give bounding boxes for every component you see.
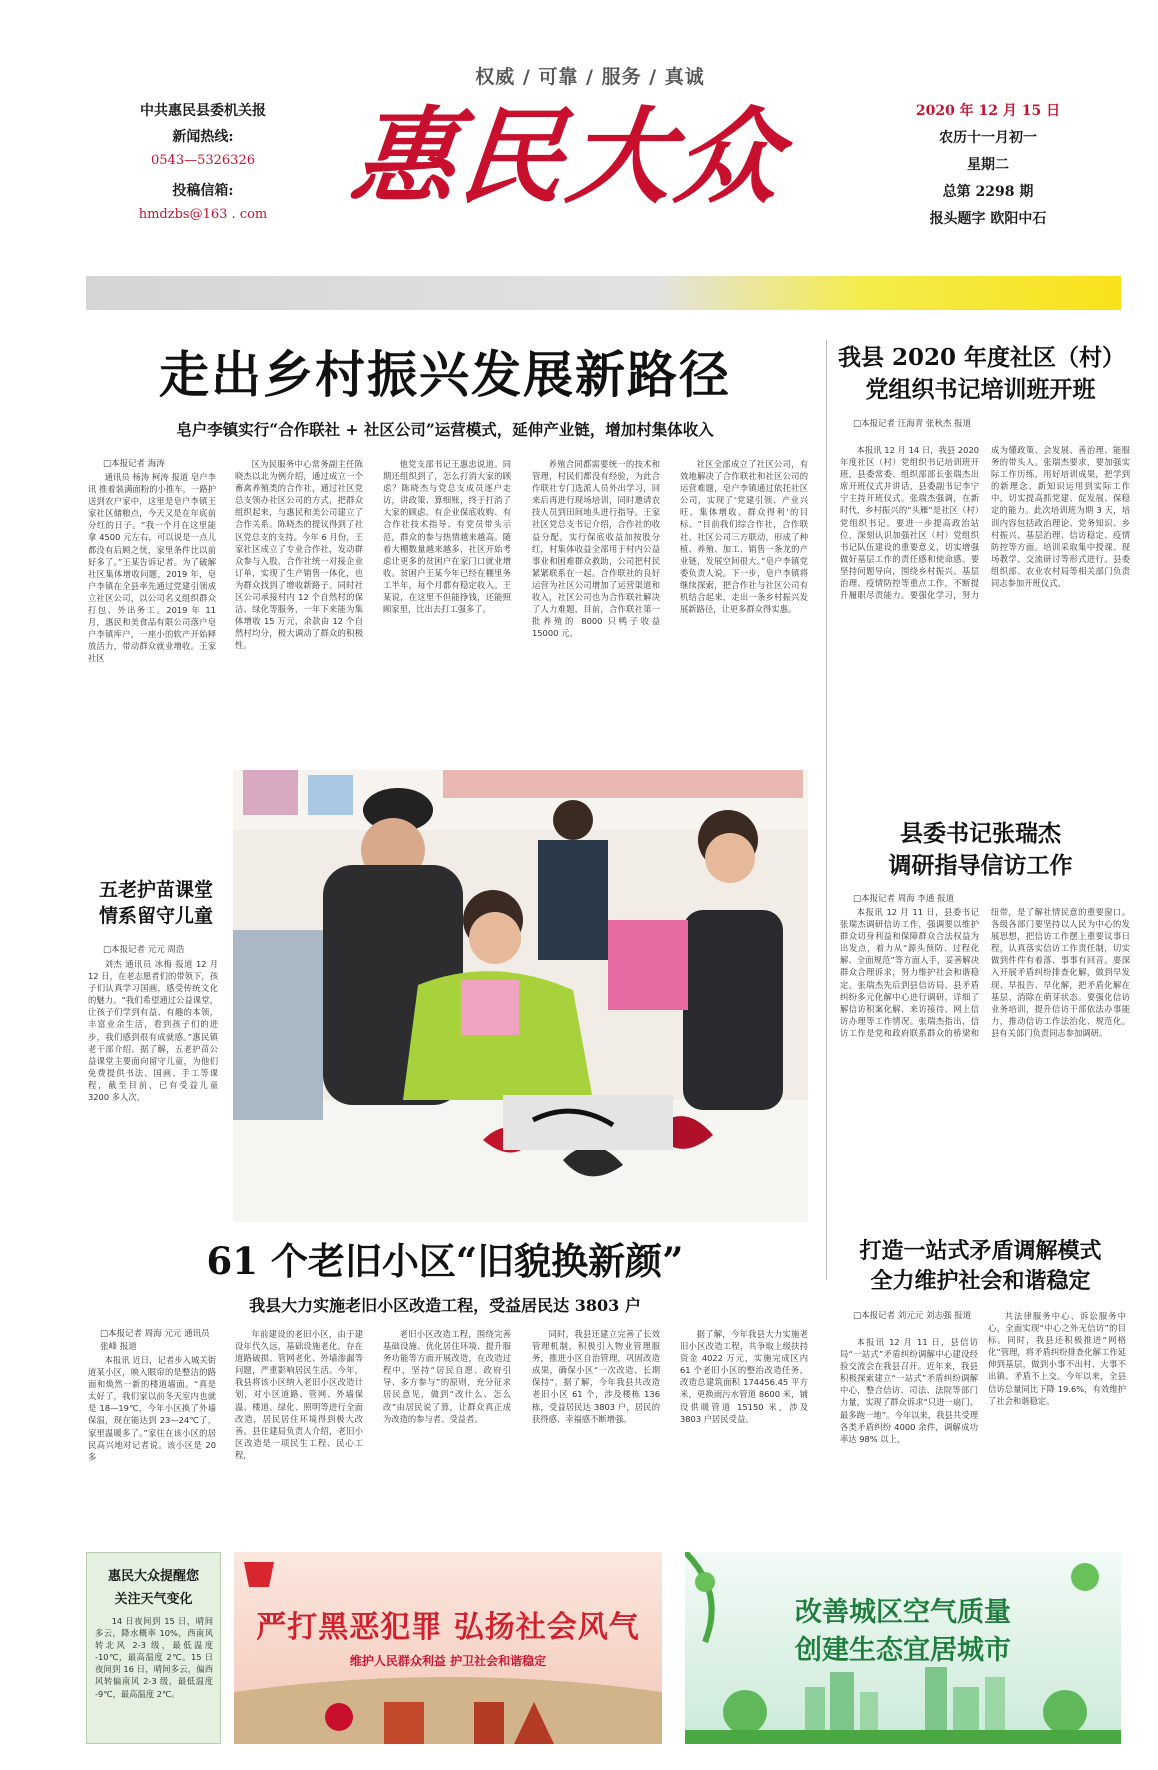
elders-body: 刘杰 通讯员 冰梅 报道 12 月 12 日，在老志愿者们的带领下，孩子们认真学习国画，感受传统文化的魅力。“我们希望通过公益课堂，让孩子们学到有益、有趣的本领，丰富业余生活，看到孩子们的进步，我们感到很有成就感。”惠民镇老干部介绍。据了解，五老护苗公益课堂主要面向留守儿童，为他们免费提供书法、国画、手工等课程，截至目前，已有受益儿童 3200 多人次。 [88, 959, 218, 1103]
renovation-column-2: 年前建设的老旧小区，由于建设年代久远，基础设施老化，存在道路破损、管网老化、外墙渗漏等问题，严重影响居民生活。今年，我县将该小区纳入老旧小区改造计划，对小区道路、管网、外墙保温、楼道、绿化、照明等进行全面改造，居民居住环境得到极大改善。县住建局负责人介绍，老旧小区改造是一项民生工程、民心工程， [235, 1329, 363, 1460]
weather-title-2: 关注天气变化 [114, 1592, 193, 1607]
classroom-photo [233, 770, 808, 1222]
lead-headline: 走出乡村振兴发展新路径 [159, 346, 731, 404]
hotline-number: 0543—5326326 [151, 153, 255, 168]
anti-crime-ad-subline: 维护人民群众利益 护卫社会和谐稳定 [349, 1654, 547, 1668]
title-inscription: 报头题字 欧阳中石 [929, 211, 1047, 227]
anti-crime-ad [234, 1552, 662, 1744]
training-headline-1: 我县 2020 年度社区（村） [838, 344, 1126, 371]
lead-column-1: 通讯员 杨涛 柯涛 报道 皂户李讯 推着装满面粉的小推车，一路护送到农户家中，这里是皂户李镇王家社区储粮点，今天又是在年底前分红的日子。“我一个月在这里能拿 4500 元左右，可以说是一点儿都没有后顾之忧，家里条件比以前好多了。”王某告诉记者。为了破解社区集体增收问题，2019 年，皂户李镇在全县率先通过党建引领成立社区公司，以公司名义组织群众打包、外出务工。2019 年 11 月，惠民和美食品有限公司落户皂户李镇库户，一座小的软产开始释放活力，带动群众就业增收。王家社区 [88, 472, 216, 664]
weather-body: 14 日夜间到 15 日，晴间多云，降水概率 10%，西南风转北风 2-3 级，最低温度 -10℃，最高温度 2℃。15 日夜间到 16 日，晴间多云，偏西风转偏南风 2-3 级，最低温度 -9℃，最高温度 2℃。 [95, 1616, 213, 1699]
renovation-subhead: 我县大力实施老旧小区改造工程，受益居民达 3803 户 [249, 1296, 641, 1315]
mail-address: hmdzbs@163 . com [138, 207, 268, 222]
lead-column-2: 区为民服务中心常务副主任陈晓杰以北为例介绍，通过成立一个畜禽养殖类的合作社，通过社区党总支领办社区公司的方式，把群众组织起来，与惠民和美公司建立了合作关系。陈晓杰的提议得到了社区党总支的支持。今年 6 月份，王家社区成立了专业合作社，发动群众参与入股，合作社统一对接企业订单，实现了生产销售一体化，也为群众找到了增收新路子。同时社区公司承接村内 12 个自然村的保洁、绿化等服务，一年下来能为集体增收 15 万元，余款由 12 个自然村均分，极大调动了群众的积极性。 [235, 459, 363, 651]
inspection-body: 本报讯 12 月 11 日，县委书记张瑞杰调研信访工作，强调要以维护群众切身利益和保障群众合法权益为出发点，着力从“源头预防、过程化解、全面规范”等方面入手，妥善解决群众合理诉求，努力维护社会和谐稳定。张瑞杰先后到县信访局、县矛盾纠纷多元化解中心进行调研，详细了解信访积案化解、来访接待、网上信访办理等工作情况。张瑞杰指出，信访工作是党和政府联系群众的桥梁和纽带，是了解社情民意的重要窗口。各级各部门要坚持以人民为中心的发展思想，把信访工作摆上重要议事日程，认真落实信访工作责任制，切实做到件件有着落、事事有回音。要深入开展矛盾纠纷排查化解，做到早发现、早报告、早化解，把矛盾化解在基层、消除在萌芽状态。要强化信访业务培训，提升信访干部依法办事能力，推动信访工作法治化、规范化。县有关部门负责同志参加调研。 [840, 907, 1130, 1038]
mediation-headline-2: 全力维护社会和谐稳定 [870, 1268, 1091, 1294]
weather-box [86, 1552, 221, 1744]
training-body: 本报讯 12 月 14 日，我县 2020 年度社区（村）党组织书记培训班开班，县委常委、组织部部长张瑞杰出席开班仪式并讲话，县委副书记李宁宁主持开班仪式。张瑞杰强调，在新时代，乡村振兴的“头雁”是社区（村）党组织书记。要进一步提高政治站位，深刻认识加强社区（村）党组织书记队伍建设的重要意义，切实增强做好基层工作的责任感和使命感。要坚持问题导向，围绕乡村振兴、基层治理、疫情防控等重点工作，不断提升履职尽责能力。要强化学习，努力成为懂政策、会发展、善治理、能服务的带头人。张瑞杰要求，要加强实际工作历练，用好培训成果，把学到的新理念、新知识运用到实际工作中，切实提高抓党建、促发展、保稳定的能力。此次培训班为期 3 天，培训内容包括政治理论、党务知识、乡村振兴、基层治理、信访稳定、疫情防控等方面。培训采取集中授课、现场教学、交流研讨等形式进行。县委组织部、农业农村局等相关部门负责同志参加开班仪式。 [840, 445, 1130, 601]
slogan: 权威 / 可靠 / 服务 / 真诚 [475, 66, 705, 88]
weekday: 星期二 [967, 157, 1009, 173]
anti-crime-ad-slogan: 严打黑恶犯罪 弘扬社会风气 [256, 1610, 640, 1645]
mediation-headline-1: 打造一站式矛盾调解模式 [859, 1238, 1102, 1264]
inspection-headline-2: 调研指导信访工作 [888, 852, 1073, 879]
air-quality-ad-line-1: 改善城区空气质量 [795, 1597, 1011, 1628]
renovation-byline: □本报记者 周海 元元 通讯员 张峰 报道 [100, 1329, 210, 1352]
header-band [86, 276, 1121, 310]
issue-date: 2020 年 12 月 15 日 [915, 103, 1061, 119]
renovation-column-4: 同时，我县还建立完善了长效管理机制，积极引入物业管理服务，推进小区自治管理，巩固改造成果，确保小区“一次改造、长期保持”。据了解，今年我县共改造老旧小区 61 个，涉及楼栋 136 栋，受益居民达 3803 户，居民的获得感、幸福感不断增强。 [532, 1329, 660, 1424]
elders-headline-1: 五老护苗课堂 [98, 879, 213, 901]
column-rule [826, 340, 827, 1280]
elders-headline-2: 情系留守儿童 [98, 905, 213, 927]
air-quality-ad [685, 1552, 1121, 1744]
inspection-headline-1: 县委书记张瑞杰 [900, 820, 1061, 847]
newspaper-title: 惠民大众 [345, 95, 791, 218]
mediation-column-1: 本报讯 12 月 11 日，县信访局“一站式”矛盾纠纷调解中心建设经验交流会在我县召开。近年来，我县积极探索建立“一站式”矛盾纠纷调解中心，整合信访、司法、法院等部门力量，实现了群众诉求“只进一扇门、最多跑一地”。今年以来，我县共受理各类矛盾纠纷 4000 余件，调解成功率达 98% 以上， [840, 1337, 978, 1444]
lead-column-4: 养殖合同都需要统一的技术和管理，村民们都没有经验，为此合作联社专门选派人员外出学习，回来后再进行现场培训，同时邀请农技人员到田间地头进行指导。王家社区党总支书记介绍，合作社的收益分配，实行保底收益加按股分红，村集体收益全部用于村内公益事业和困难群众救助，公司把村民紧紧联系在一起。合作联社的良好运营为社区公司增加了运营渠道和收入，社区公司也为合作联社解决了人力难题，目前，合作联社第一批养殖的 8000 只鸭子收益 15000 元。 [532, 459, 660, 639]
issue-number: 总第 2298 期 [942, 184, 1034, 200]
lead-column-3: 他党支部书记王惠忠说道。同期还组织到了，怎么打消大家的顾虑？陈晓杰与党总支成员逐户走访，讲政策、算细账，终于打消了大家的顾虑。有企业保底收购、有合作社技术指导、有党员带头示范，群众的参与热情越来越高。随着大棚数量越来越多，社区开始考虑让更多的贫困户在家门口就业增收。贫困户王某今年已经在棚里务工半年，每个月都有稳定收入。王某说，在这里不但能挣钱，还能照顾家里，比出去打工强多了。 [383, 459, 511, 615]
mediation-byline: □本报记者 刘元元 刘志强 报道 [853, 1311, 972, 1321]
renovation-headline: 61 个老旧小区“旧貌换新颜” [206, 1239, 684, 1283]
org-name: 中共惠民县委机关报 [140, 103, 266, 119]
mediation-column-2: 共法律服务中心、诉讼服务中心，全面实现“中心之外无信访”的目标。同时，我县还积极推进“网格化”管理，将矛盾纠纷排查化解工作延伸到基层，做到小事不出村、大事不出镇、矛盾不上交。今年以来，全县信访总量同比下降 19.6%，有效维护了社会和谐稳定。 [988, 1311, 1126, 1406]
renovation-column-3: 老旧小区改造工程，围绕完善基础设施、优化居住环境、提升服务功能等方面开展改造，在改造过程中，坚持“居民自愿、政府引导、多方参与”的原则，充分征求居民意见，做到“改什么、怎么改”由居民说了算，让群众真正成为改造的参与者、受益者。 [383, 1329, 511, 1424]
lead-byline: □本报记者 海涛 [103, 459, 165, 469]
training-byline: □本报记者 汪海青 张秋杰 报道 [853, 419, 972, 429]
lunar-date: 农历十一月初一 [939, 130, 1037, 146]
weather-title-1: 惠民大众提醒您 [107, 1569, 199, 1584]
lead-subhead: 皂户李镇实行“合作联社 + 社区公司”运营模式，延伸产业链，增加村集体收入 [176, 420, 714, 439]
training-headline-2: 党组织书记培训班开班 [865, 376, 1096, 403]
masthead [0, 0, 1158, 310]
inspection-byline: □本报记者 周海 李通 报道 [853, 894, 955, 904]
mail-label: 投稿信箱: [172, 183, 234, 199]
elders-byline: □本报记者 元元 周浩 [103, 945, 185, 955]
air-quality-ad-line-2: 创建生态宜居城市 [795, 1635, 1011, 1666]
renovation-column-1: 本报讯 近日，记者步入城关街道某小区，映入眼帘的是整洁的路面和焕然一新的楼道墙面。“真是太好了，我们家以前冬天室内也就是 18—19℃，今年小区换了外墙保温，现在能达到 23—24℃了，家里温暖多了。”家住在该小区的居民高兴地对记者说。该小区是 20 多 [88, 1355, 216, 1462]
renovation-column-5: 据了解，今年我县大力实施老旧小区改造工程，共争取上级扶持资金 4022 万元，实施完成区内 61 个老旧小区的整治改造任务，改造总建筑面积 174456.45 平方米，更换雨污水管道 8600 米，铺设供暖管道 15150 米，涉及 3803 户居民受益。 [680, 1329, 808, 1424]
hotline-label: 新闻热线: [172, 129, 234, 145]
lead-column-5: 社区全部成立了社区公司，有效地解决了合作联社和社区公司的运营难题，皂户李镇通过依托社区公司，实现了‘党建引领、产业兴旺、集体增收、群众得利’的目标。“目前我们综合作社，合作联社、社区公司三方联动，形成了种植、养殖、加工、销售一条龙的产业链，发展空间很大。”皂户李镇党委负责人说。下一步，皂户李镇将继续探索，把合作社与社区公司有机结合起来，走出一条乡村振兴发展新路径，让更多群众得实惠。 [680, 459, 808, 615]
